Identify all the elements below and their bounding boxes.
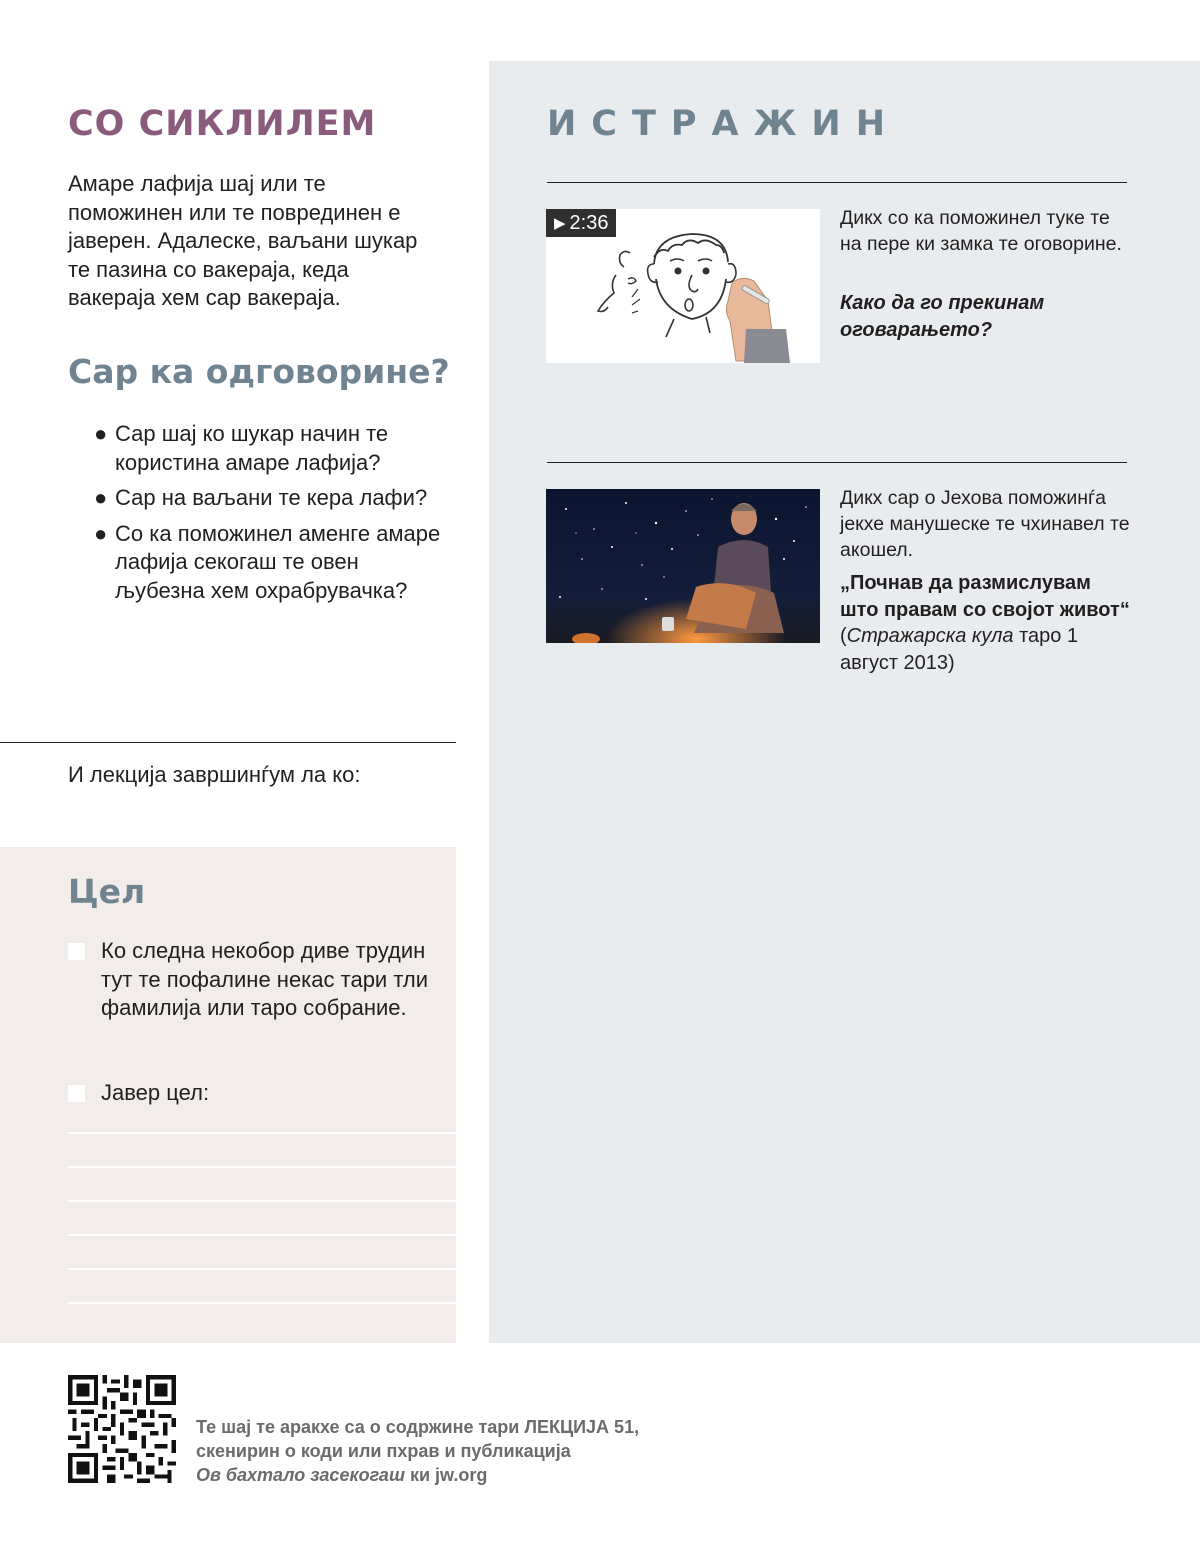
explore-item-description: Дикх сар о Јехова поможинѓа јекхе манушеске те чхинавел те акошел. [840,487,1130,561]
magazine-name: Стражарска кула [846,625,1014,647]
review-question [94,420,454,477]
divider [0,742,456,743]
divider [547,182,1127,183]
video-thumbnail[interactable] [546,209,820,363]
footer-line: Те шај те аракхе са о содржине тари ЛЕКЦИЈА 51, [196,1417,640,1437]
review-question-text: Сар шај ко шукар начин те користина амаре лафија? [115,421,389,475]
write-in-line[interactable] [68,1268,456,1270]
explore-item-description: Дикх со ка поможинел туке те на пере ки замка те оговорине. [840,207,1122,255]
video-duration-badge [546,209,616,237]
bullet-icon: ● [94,485,108,511]
review-question [94,520,454,606]
write-in-line[interactable] [68,1234,456,1236]
article-reference [840,625,1078,674]
checkbox[interactable] [68,943,85,960]
write-in-line[interactable] [68,1302,456,1304]
goal-item-other [68,1079,438,1108]
review-question [94,484,454,513]
write-in-line[interactable] [68,1166,456,1168]
footer-line: скенирин о коди или пхрав и публикација [196,1441,571,1461]
qr-code-icon[interactable] [68,1375,176,1483]
duration-text: 2:36 [569,212,609,234]
summary-text: Амаре лафија шај или те поможинен или те поврединен е јаверен. Адалеске, ваљани шукар те пазина со вакераја, кеда вакераја хем сар вакераја. [68,171,418,311]
goal-item [68,937,438,1023]
review-title: Сар ка одговорине? [68,352,450,391]
play-icon: ▶ [554,215,566,232]
article-title: „Почнав да размислувам што правам со својот живот“ [840,572,1130,621]
divider [547,462,1127,463]
explore-title: ИСТРАЖИН [547,104,901,144]
footer-note [196,1415,639,1487]
review-list [94,420,454,613]
goal-item-text: Ко следна некобор диве трудин тут те пофалине некас тари тли фамилија или таро собрание. [101,938,429,1021]
publication-name: Ов бахтало засекогаш [196,1465,405,1485]
explore-item-title[interactable] [840,570,1130,676]
starry-sky-photo-icon [546,489,820,643]
write-in-line[interactable] [68,1132,456,1134]
article-image[interactable] [546,489,820,643]
summary-title: СО СИКЛИЛЕМ [68,104,377,144]
goal-item-text: Јавер цел: [101,1080,210,1105]
website-link[interactable]: ки jw.org [404,1465,488,1485]
footer-line [196,1463,639,1487]
bullet-icon: ● [94,520,108,546]
bullet-icon: ● [94,421,108,446]
checkbox[interactable] [68,1085,85,1102]
goal-title: Цел [68,872,146,911]
ref-open: ( [840,625,847,647]
completed-on-label: И лекција завршинѓум ла ко: [68,762,361,787]
review-question-text: Сар на ваљани те кера лафи? [115,485,428,511]
review-question-text: Со ка поможинел аменге амаре лафија секогаш те овен љубезна хем охрабрувачка? [115,520,441,603]
write-in-line[interactable] [68,1200,456,1202]
explore-item-title[interactable]: Како да го прекинам оговарањето? [840,292,1045,341]
ref-date: таро 1 август 2013) [840,625,1079,674]
